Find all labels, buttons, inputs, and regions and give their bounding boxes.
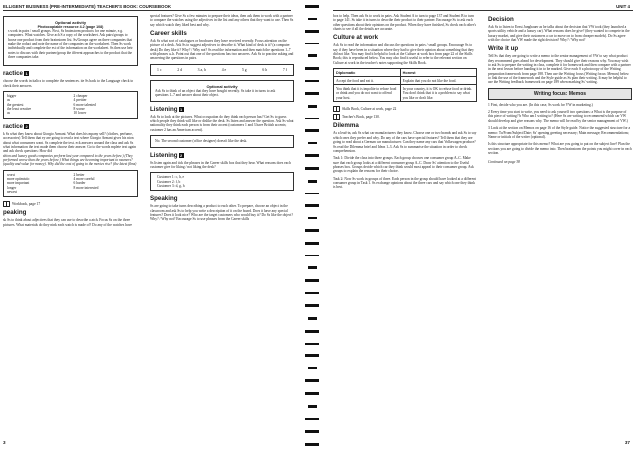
decision-text: Ask Ss to listen to Ernst Jungbauer as he talks about the decision that VW took (they launched a sports utility vehicle and a luxury car). What reasons does he give? (they wanted to compete in the luxury market, and give their customers a car to move on to from cheaper models). Do Ss agree with the choice that VW made the right decision? Why? / Why not?	[488, 25, 630, 43]
culture-at-work-heading: Culture at work	[333, 34, 379, 42]
right-header-rule	[333, 10, 633, 11]
optional-activity-box	[3, 16, 138, 66]
decision-heading: Decision	[488, 16, 514, 23]
listening-1-answer-box	[150, 135, 294, 147]
practice-1-heading: ractice	[3, 70, 23, 78]
answer-item: worst	[7, 172, 15, 177]
list-item: 3 Look at the section on Memos on page 16 of the Style guide. Notice the suggested structure for a memo: To/From/Subject/Date; Ss' opening greeting necessary; Main message; Recommendations; Name or initials of the writer (optional).	[488, 126, 631, 139]
career-skills-heading: Career skills	[150, 30, 187, 38]
workbook-reference-text: Workbook, page 17	[12, 202, 41, 207]
answer-item: 8 more interested	[73, 185, 99, 190]
practice-2-italic-text: shion and luxury goods companies perform last year compared to the years before.) (They performed worse than the years before.) What things are becoming important to nsumers? (quality and value for money). Why did the cost of going to the movies rise? (the latest films)	[3, 153, 137, 167]
listening-2-answer-box	[150, 172, 294, 191]
book-spine	[301, 0, 323, 451]
optional-activity-title-2: Optional activity	[206, 84, 238, 90]
answer-item: 4 more careful	[73, 176, 95, 181]
listening-1-number: 1	[180, 106, 183, 112]
answer-item: 5 g	[241, 67, 247, 72]
listening-1-heading: Listening	[150, 105, 178, 113]
table-header: Honest	[400, 69, 476, 77]
teachers-book-reference-text: Teacher's Book, page 130.	[342, 115, 380, 120]
answer-item: 8 worse	[73, 107, 85, 112]
answer-item: the least creative	[7, 107, 32, 112]
answer-item: bigger	[7, 94, 17, 99]
answer-item: 2 d	[177, 67, 182, 72]
career-skills-text: Ask Ss what sort of catalogues or brochures they have received recently. Focus attention on the picture of a desk. Ask Ss to suggest adjectives to describe it. What kind of desk is it? (a computer desk) Do they like it? Why? / Why not? Ss read the information and then match the questions 1–7 with phrases a–h. Point out that one of the questions has two answers. Ask Ss to practise asking and answering the questions in pairs.	[150, 39, 294, 61]
task-2-text: Task 2: Now Ss work in groups of three. Each person in the group should have looked at a different consumer group in Task 1. Ss exchange opinions about the three cars and say which one they think is best.	[333, 176, 477, 190]
write-it-up-text: Tell Ss that they are going to write a memo to the senior management of VW to say what product they recommend goes ahead for development. They should give their reasons why. You may wish to ask Ss to prepare the writing in class, complete it for homework and then compare with a partner in the next lesson before handing it in to be marked. Give each S a photocopy of the Writing preparation framework from page 188. Then use the Writing focus (Writing focus: Memos) below to link the use of the framework and the Style guide as Ss plan their writing. It may be helpful to use the Writing feedback framework on page 189 when marking Ss' writing.	[488, 54, 631, 85]
left-page-number: 3	[3, 440, 6, 445]
listening-1-answer: No. The second customer (office designer) doesn't like the desk.	[155, 139, 248, 144]
answer-item: Customer 1: c, h, e	[157, 175, 185, 180]
table-cell: Accept the food and eat it.	[334, 77, 401, 85]
answer-item: 6 h	[262, 67, 268, 72]
answer-item: as	[7, 98, 10, 103]
left-column-2	[150, 14, 294, 225]
intro-text-right: box to help. Then ask Ss to work in pairs. Ask Student A to turn to page 137 and Student B to turn to page 141. Ss take it in turns to describe their product to their partner. Encourage Ss to ask each other questions about their opinions on the product. When they have finished, Ss check each other's charts to see if all the details are accurate.	[333, 14, 476, 32]
practice-2-text: k Ss what they know about Giorgio Armani. What does his mpany sell? (clothes, perfume, accessories) Tell them that ey are going to read a text where Giorgio Armani gives his nion about what consumers want. Ss complete the text. eck answers around the class and ask Ss what information the text made them choose their answer. Go to the words mplete text again and ask check questions: How did	[3, 131, 136, 154]
listening-1-text: Ask Ss to look at the pictures. What occupation do they think each person has? Get Ss to guess which people they think will like or dislike the desk. Ss listen and answer the question. Ask Ss what nationality they think each person is from their accent (customers 1 and 3 have British accents; customer 2 has an American accent).	[150, 114, 294, 132]
table-cell: You think that it is impolite to refuse food or drink and you do not want to offend your host.	[334, 85, 401, 102]
listening-2-text: Ss listen again and tick the phrases in the Career skills box that they hear. What reasons does each customer give for liking / not liking the desk?	[150, 160, 291, 169]
matching-answers-box	[150, 64, 294, 76]
right-column-1	[333, 14, 477, 193]
book-icon	[333, 106, 340, 112]
speaking-text: Ss are going to take turns describing a product to each other. To prepare, choose an object in the classroom and ask Ss to help you write a description of it on the board. Does it have any special features? Does it look nice? Who are the target customers who would buy it? Do Ss like the object? Why? / Why not? Encourage Ss to use phrases from the Career skills	[150, 204, 293, 222]
book-icon	[333, 114, 340, 120]
left-header-rule	[3, 10, 291, 11]
answer-item: 6 more talented	[73, 102, 96, 107]
table-row	[334, 77, 477, 85]
teachers-book-reference	[333, 114, 477, 120]
answer-item: 4 prettier	[73, 98, 87, 103]
skills-book-reference-text: Skills Book, Culture at work, page 22	[342, 107, 397, 112]
dilemma-text: As a lead-in, ask Ss what car manufacturers they know. Choose one or two brands and ask Ss to say which ones they prefer and why. Do any of the cars have special features? Tell them that they are going to read about a German car manufacturer. Can they name any cars that Volkswagen produce? Ss read the Dilemma brief and Ideas 1–3. Ask Ss to summarise the situation in order to check comprehension.	[333, 131, 477, 153]
table-header: Diplomatic	[334, 69, 401, 77]
answer-item: 2 cheaper	[73, 94, 88, 99]
listening-2-number: 2	[180, 152, 183, 158]
left-column-1	[3, 14, 138, 230]
write-it-up-heading: Write it up	[488, 45, 519, 53]
writing-focus-memos-box: Writing focus: Memos	[488, 88, 632, 100]
answer-item: Customer 3: d, g, h	[157, 183, 185, 188]
answer-item: 1 c	[157, 67, 162, 72]
answer-item: 3 a, b	[197, 67, 207, 72]
list-item: Is this structure appropriate for this memo? What are you going to put on the subject line? Plan the sections you are going to divide the memo into. Then brainstorm the points you might cover in each section.	[488, 142, 632, 155]
photocopiable-ref: Photocopiable resource 4.2 (page 108)	[37, 25, 104, 29]
practice-2-number: 2	[25, 123, 28, 129]
answer-item: longer	[7, 185, 17, 190]
answer-item: 7 f	[282, 67, 287, 72]
right-page-number: 37	[624, 440, 630, 445]
answer-item: more optimistic	[7, 176, 30, 181]
answer-item: Customer 2: f, b	[157, 179, 181, 184]
speaking-text-left: sk Ss to think about adjectives that they can use to describe a atch. Focus Ss on the three pictures. What materials do they nink each watch is made of? Do any of the watches have	[3, 218, 132, 227]
workbook-reference	[3, 201, 138, 207]
answer-item: 10 lower	[73, 111, 87, 116]
listening-2-heading: Listening	[150, 151, 178, 159]
answer-item: more important	[7, 181, 30, 186]
left-header-title: ELLIGENT BUSINESS (PRE-INTERMEDIATE) TEACHER'S BOOK: COURSEBOOK	[3, 4, 172, 9]
answer-item: as	[7, 111, 10, 116]
optional-activity-text: s work in pairs / small groups. First, Ss brainstorm products for one minute, e.g. computers. What watches. Give ach S a copy of the worksheet. Ask pairs/groups to hoose one product from their brainstorm list. Ss/Groups agree on three companies that make the roduct and note the name of the companies on the worksheet. Then Ss work individually and complete the est of the information on the worksheet. Ss then use heir notes to discuss with their partner/group the ifferent approaches to the product that the three companies take.	[8, 29, 133, 60]
practice-2-heading: ractice	[3, 122, 23, 130]
answer-item: 6 harder	[73, 181, 86, 186]
table-cell: Explain that you do not like the food.	[400, 77, 476, 85]
answer-item: 2 better	[73, 172, 85, 177]
table-row	[334, 85, 477, 102]
answer-item: 4 e	[221, 67, 227, 72]
dilemma-heading: Dilemma	[333, 122, 359, 130]
culture-at-work-text: Ask Ss to read the information and discuss the questions in pairs / small groups. Encourage Ss to say if they have been in a situation where they had to give their opinion about something that they did not like. You may find it helpful to look at the Culture at work box from page 22 of the Skills Book; this is reproduced below. You may also find it useful to refer to the relevant section on Culture at work in the teacher's notes supporting the Skills Book.	[333, 43, 474, 65]
diplomatic-honest-table	[333, 68, 477, 102]
answer-item: newest	[7, 189, 17, 194]
list-item: 2 Every time you start to write, you need to ask yourself two questions: a What is the purpose of this piece of writing? b Who am I writing to? (Here Ss are writing to recommend which car VW should develop and give reasons why. The memo will be read by the senior management of VW.)	[488, 110, 628, 123]
right-column-2	[488, 14, 632, 168]
task-1-text: Task 1: Divide the class into three groups. Each group chooses one consumer group A–C. Make sure that each group looks at a different consumer group A–C. Draw Ss' attention to the Useful phrases box. Groups decide which car they think would most appeal to their consumer group. Ask groups to explain the reasons for their choice.	[333, 156, 474, 174]
right-header-title: UNIT 4	[616, 4, 630, 9]
optional-activity-box-2	[150, 80, 294, 102]
practice-2-answers	[3, 170, 138, 198]
list-item: 1 First, decide who you are. (In this case, Ss work for VW in marketing.)	[488, 102, 593, 107]
speaking-heading: Speaking	[150, 195, 178, 203]
intro-text: special features? Give Ss a few minutes to prepare their ideas, then ask them to work with a partner to compare the watches using the adjectives in the list and any others that they want to use. Then Ss say which watch they liked best and why.	[150, 14, 294, 27]
book-icon	[3, 201, 10, 207]
answer-item: the greatest	[7, 102, 24, 107]
continued-note: Continued on page 38	[488, 160, 520, 165]
practice-1-text: choose the words in italics to complete the sentences. ite Ss back to the Language check to check their answers.	[3, 79, 134, 88]
practice-1-number: 1	[25, 71, 28, 77]
speaking-heading-left: peaking	[3, 209, 27, 217]
skills-book-reference	[333, 106, 477, 112]
practice-1-answers	[3, 91, 138, 119]
table-cell: In your country, it is OK to refuse food or drink. You don't think that it is a problem to say what you like or don't like.	[400, 85, 476, 102]
optional-activity-title: Optional activity	[54, 20, 87, 25]
optional-activity-text-2: Ask Ss to think of an object that they have bought recently. Ss take it in turns to ask questions 1–7 and answer about their object.	[155, 89, 276, 98]
